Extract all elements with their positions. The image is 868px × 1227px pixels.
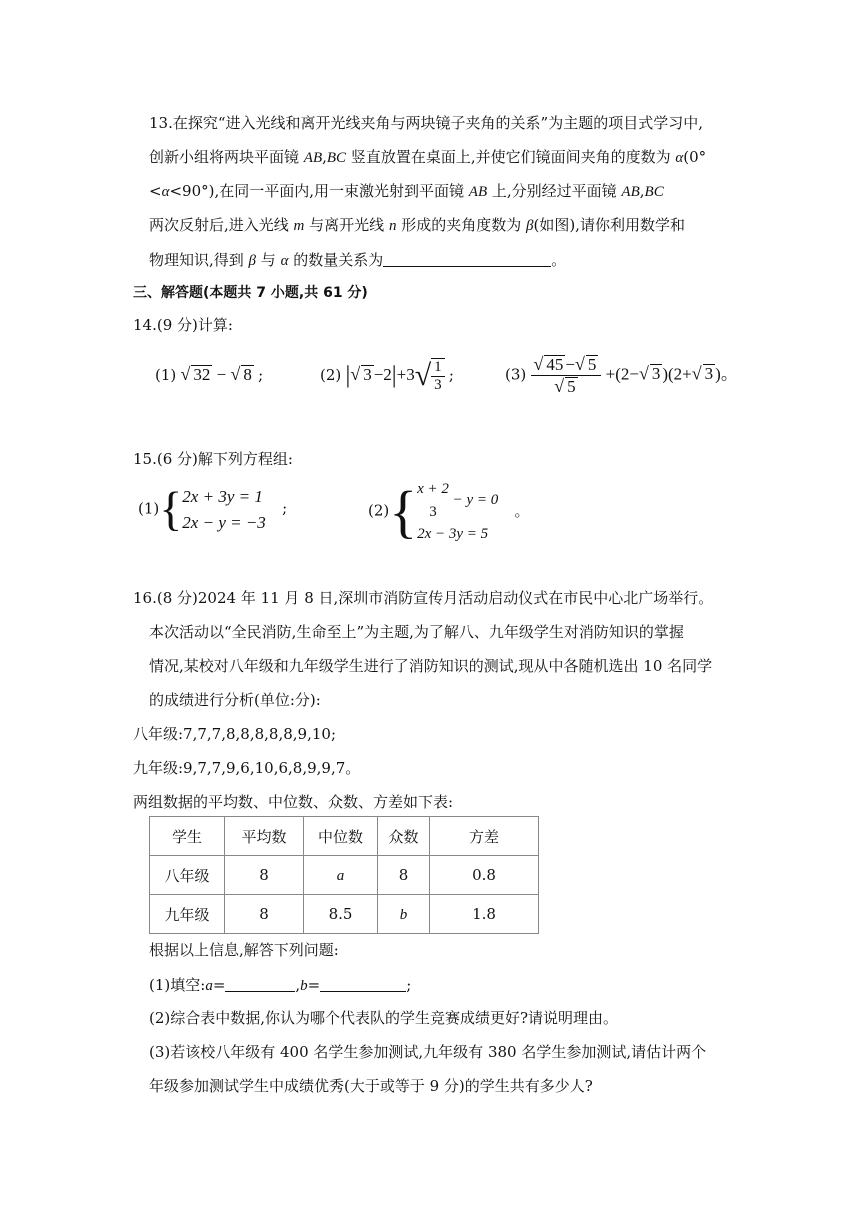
- radical-icon: √: [533, 354, 544, 374]
- table-header-row: [150, 817, 539, 856]
- left-brace-icon: {: [389, 478, 418, 544]
- radicand: 3: [704, 364, 714, 384]
- radicand: 3: [651, 364, 661, 384]
- table-row: [150, 895, 539, 934]
- operator: −: [565, 355, 575, 374]
- table-header: 平均数: [225, 817, 304, 856]
- radicand: 5: [567, 377, 576, 396]
- denominator: 3: [434, 377, 442, 393]
- section-heading: 三、解答题(本题共 7 小题,共 61 分): [133, 285, 368, 301]
- table-cell: 8: [225, 895, 304, 934]
- operator: =: [212, 976, 226, 994]
- separator: ;: [258, 366, 264, 384]
- numerator: [531, 354, 602, 376]
- separator: ,: [295, 976, 301, 994]
- equation: 2x + 3y = 1: [182, 487, 263, 506]
- q13-text: 与: [256, 251, 281, 269]
- table-header: 学生: [150, 817, 225, 856]
- table-cell: [304, 856, 378, 895]
- operator: −: [216, 365, 227, 384]
- var-alpha: α: [161, 184, 170, 200]
- table-cell: [378, 895, 430, 934]
- radical-icon: √: [574, 354, 585, 374]
- denominator: 3: [429, 503, 437, 520]
- q16-text: (1)填空:: [149, 976, 206, 994]
- separator: ;: [282, 499, 288, 518]
- radical-icon: √: [414, 359, 432, 392]
- radicand: 45: [546, 355, 564, 374]
- radical-icon: √: [554, 376, 565, 396]
- var-n: n: [388, 218, 397, 234]
- q13-text: 创新小组将两块平面镜: [149, 148, 304, 166]
- equation-rest: − y = 0: [448, 491, 499, 508]
- var-b: b: [399, 906, 408, 923]
- grade9-scores: 九年级:9,7,7,9,6,10,6,8,9,9,7。: [133, 759, 361, 777]
- var-b: b: [300, 978, 308, 994]
- q15-heading: 15.(6 分)解下列方程组:: [133, 450, 293, 468]
- radical-icon: √: [180, 364, 191, 384]
- part-label: (1): [155, 366, 177, 384]
- answer-blank-b[interactable]: [320, 977, 406, 992]
- operator: =: [307, 976, 321, 994]
- paren-group: )。: [715, 364, 738, 384]
- separator: ;: [448, 365, 454, 384]
- q15-system-1: [138, 484, 287, 535]
- q15-system-2: [368, 478, 530, 546]
- q16-line-2: 本次活动以“全民消防,生命至上”为主题,为了解八、九年级学生对消防知识的掌握: [149, 623, 684, 641]
- separator: 。: [514, 501, 530, 520]
- q16-sub-3-line-2: 年级参加测试学生中成绩优秀(大于或等于 9 分)的学生共有多少人?: [149, 1077, 593, 1095]
- var-bc: BC: [326, 150, 347, 166]
- q13-text: 形成的夹角度数为: [396, 216, 526, 234]
- paren-group: )(2+: [662, 364, 692, 384]
- q13-text: 的数量关系为: [288, 251, 384, 269]
- var-alpha: α: [280, 253, 289, 269]
- radicand: 5: [587, 355, 597, 374]
- stats-table: [149, 816, 539, 934]
- paren-group: (2−: [615, 364, 639, 384]
- operator: −2: [373, 364, 392, 384]
- table-intro: 两组数据的平均数、中位数、众数、方差如下表:: [133, 793, 454, 811]
- var-a: a: [336, 867, 345, 884]
- part-label: (2): [320, 365, 342, 384]
- q13-text: 与离开光线: [304, 216, 389, 234]
- grade8-scores: 八年级:7,7,7,8,8,8,8,8,9,10;: [133, 725, 336, 743]
- abs-bar-right: |: [391, 362, 397, 389]
- answer-blank-a[interactable]: [225, 977, 295, 992]
- table-cell: 0.8: [430, 856, 539, 895]
- q16-line-4: 的成绩进行分析(单位:分):: [149, 691, 321, 709]
- q13-text: <90°),在同一平面内,用一束激光射到平面镜: [169, 182, 469, 200]
- abs-bar-left: |: [345, 362, 351, 389]
- q16-sub-3-line-1: (3)若该校八年级有 400 名学生参加测试,九年级有 380 名学生参加测试,请估计两个: [149, 1043, 707, 1061]
- radicand: 32: [193, 365, 211, 384]
- fraction: [531, 354, 602, 397]
- radicand: 3: [363, 364, 372, 384]
- equation: 2x − 3y = 5: [417, 526, 489, 542]
- q13-line-5: [149, 252, 566, 269]
- q13-text: <: [149, 182, 162, 200]
- table-row: [150, 856, 539, 895]
- var-ab: AB: [303, 150, 323, 166]
- table-header: 众数: [378, 817, 430, 856]
- q16-line-1: 16.(8 分)2024 年 11 月 8 日,深圳市消防宣传月活动启动仪式在市民中心北广场举行。: [133, 589, 714, 607]
- var-alpha: α: [675, 150, 684, 166]
- operator: +3: [396, 364, 415, 384]
- q16-line-3: 情况,某校对八年级和九年级学生进行了消防知识的测试,现从中各随机选出 10 名同学: [149, 657, 713, 675]
- q14-expr-1: [155, 364, 263, 385]
- equation-system: [417, 478, 498, 546]
- equation: 2x − y = −3: [182, 512, 266, 532]
- q13-text: (如图),请你利用数学和: [533, 216, 685, 234]
- numerator: 1: [431, 359, 445, 377]
- q13-text: 物理知识,得到: [149, 251, 249, 269]
- q16-sub-1: [149, 977, 411, 994]
- q14-expr-3: [505, 354, 738, 397]
- var-a: a: [205, 978, 213, 994]
- q14-expr-2: [320, 358, 454, 394]
- left-brace-icon: {: [159, 482, 183, 536]
- var-ab: AB: [621, 184, 640, 200]
- q16-sub-2: (2)综合表中数据,你认为哪个代表队的学生竞赛成绩更好?请说明理由。: [149, 1009, 619, 1027]
- table-cell: 九年级: [150, 895, 225, 934]
- q13-line-1: 13.在探究“进入光线和离开光线夹角与两块镜子夹角的关系”为主题的项目式学习中,: [149, 114, 703, 132]
- answer-blank-q13[interactable]: [383, 252, 551, 267]
- var-ab: AB: [468, 184, 488, 200]
- q16-prompt: 根据以上信息,解答下列问题:: [149, 941, 339, 959]
- q13-line-2: 创新小组将两块平面镜 AB,BC 竖直放置在桌面上,并使它们镜面间夹角的度数为 α(0°: [149, 148, 707, 166]
- part-label: (2): [368, 501, 390, 520]
- q13-text: 两次反射后,进入光线: [149, 216, 294, 234]
- q13-line-4: [149, 218, 685, 234]
- separator: ;: [406, 976, 412, 994]
- equation: [417, 478, 498, 523]
- var-bc: BC: [644, 184, 664, 200]
- q13-text: 竖直放置在桌面上,并使它们镜面间夹角的度数为: [346, 148, 676, 166]
- denominator: [531, 376, 602, 397]
- q13-text: 上,分别经过平面镜: [487, 182, 622, 200]
- fraction: [417, 478, 449, 523]
- part-label: (3): [505, 365, 527, 384]
- fraction: [431, 358, 445, 394]
- table-cell: 8.5: [304, 895, 378, 934]
- table-header: 中位数: [304, 817, 378, 856]
- table-cell: 8: [378, 856, 430, 895]
- equation-system: [182, 484, 266, 535]
- radical-icon: √: [691, 363, 702, 384]
- radical-icon: √: [638, 363, 649, 384]
- operator: +: [605, 364, 616, 384]
- radical-icon: √: [350, 363, 361, 384]
- q13-text: 。: [551, 251, 567, 269]
- table-cell: 1.8: [430, 895, 539, 934]
- table-cell: 8: [225, 856, 304, 895]
- radical-icon: √: [230, 364, 241, 384]
- table-header: 方差: [430, 817, 539, 856]
- radicand: 8: [243, 365, 252, 384]
- var-m: m: [293, 218, 305, 234]
- var-beta: β: [248, 253, 257, 269]
- table-cell: 八年级: [150, 856, 225, 895]
- q13-text: (0°: [683, 148, 707, 166]
- part-label: (1): [138, 499, 160, 518]
- q14-heading: 14.(9 分)计算:: [133, 316, 233, 334]
- q13-line-3: <α<90°),在同一平面内,用一束激光射到平面镜 AB 上,分别经过平面镜 AB,BC: [149, 182, 664, 200]
- numerator: x + 2: [417, 481, 449, 497]
- var-beta: β: [525, 218, 534, 234]
